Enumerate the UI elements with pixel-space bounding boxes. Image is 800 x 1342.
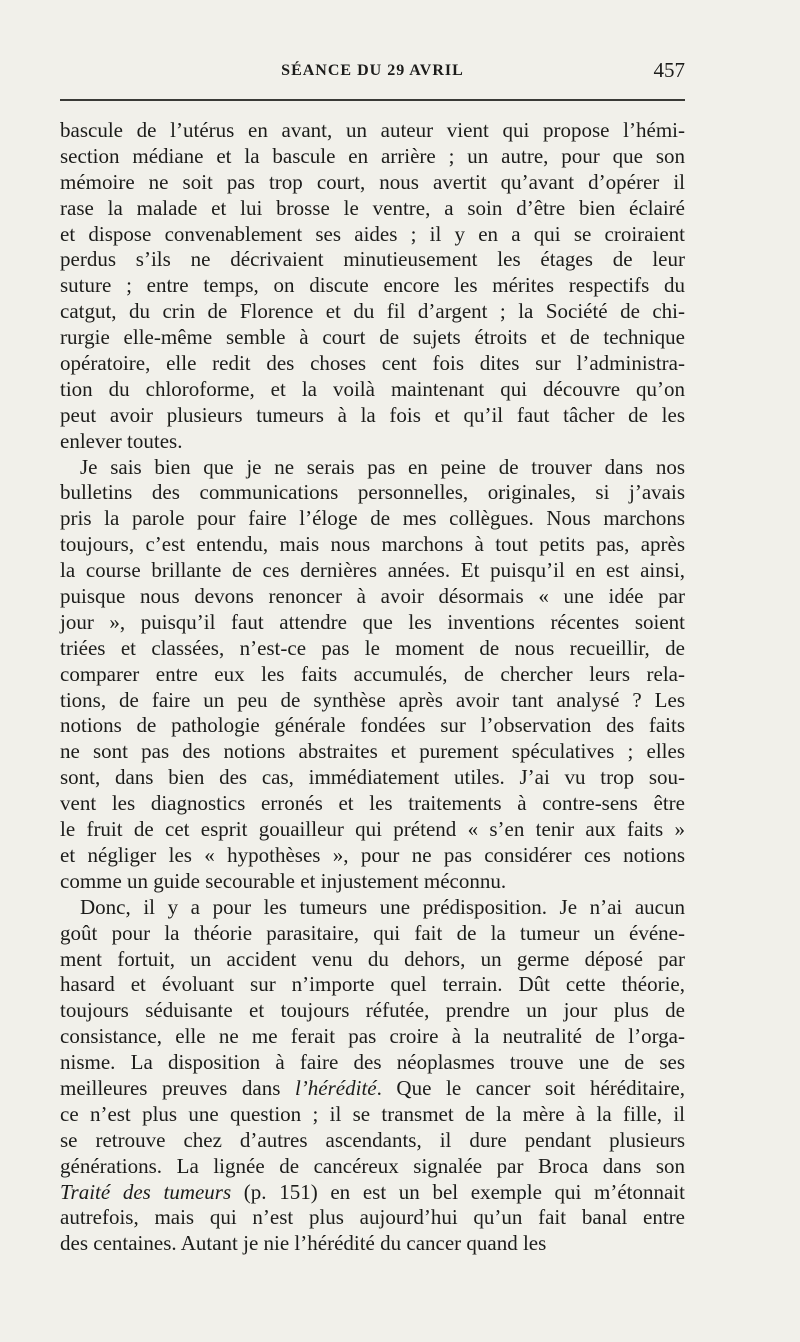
line-content: enlever toutes. bbox=[60, 428, 183, 453]
line-content: le fruit de cet esprit gouailleur qui prétend « s’en tenir aux faits » bbox=[60, 817, 685, 842]
text-line bbox=[60, 455, 685, 481]
line-content: des centaines. Autant je nie l’hérédité du cancer quand les bbox=[60, 1231, 547, 1256]
text-line bbox=[60, 247, 685, 273]
text-line bbox=[60, 843, 685, 869]
line-content: autrefois, mais qui n’est plus aujourd’hui qu’un fait banal entre bbox=[60, 1205, 685, 1230]
text-line bbox=[60, 947, 685, 973]
text-line bbox=[60, 196, 685, 222]
line-content: notions de pathologie générale fondées sur l’observation des faits bbox=[60, 713, 685, 738]
header-rule bbox=[60, 99, 685, 101]
line-content: consistance, elle ne me ferait pas croire à la neutralité de l’orga- bbox=[60, 1024, 685, 1049]
text-line bbox=[60, 1154, 685, 1180]
text-line bbox=[60, 688, 685, 714]
text-line bbox=[60, 532, 685, 558]
italic-text: Traité des tumeurs bbox=[60, 1179, 232, 1204]
text-line bbox=[60, 713, 685, 739]
line-content: ne sont pas des notions abstraites et purement spéculatives ; elles bbox=[60, 739, 685, 764]
text-line bbox=[60, 817, 685, 843]
line-content: opératoire, elle redit des choses cent fois dites sur l’administra- bbox=[60, 351, 685, 376]
line-content: sont, dans bien des cas, immédiatement utiles. J’ai vu trop sou- bbox=[60, 765, 685, 790]
line-content: nisme. La disposition à faire des néoplasmes trouve une de ses bbox=[60, 1050, 685, 1075]
text-line bbox=[60, 1024, 685, 1050]
line-content: hasard et évoluant sur n’importe quel terrain. Dût cette théorie, bbox=[60, 972, 685, 997]
line-content: tions, de faire un peu de synthèse après avoir tant analysé ? Les bbox=[60, 687, 685, 712]
line-content: rase la malade et lui brosse le ventre, a soin d’être bien éclairé bbox=[60, 195, 685, 220]
line-content: comparer entre eux les faits accumulés, de chercher leurs rela- bbox=[60, 661, 685, 686]
line-content: section médiane et la bascule en arrière ; un autre, pour que son bbox=[60, 143, 685, 168]
text-line bbox=[60, 791, 685, 817]
text-line bbox=[60, 662, 685, 688]
text-line bbox=[60, 739, 685, 765]
text-line bbox=[60, 1128, 685, 1154]
text-line bbox=[60, 921, 685, 947]
text-line bbox=[60, 403, 685, 429]
text-line bbox=[60, 273, 685, 299]
text-line bbox=[60, 118, 685, 144]
line-content: comme un guide secourable et injustement méconnu. bbox=[60, 868, 507, 893]
text-line bbox=[60, 351, 685, 377]
line-content: perdus s’ils ne décrivaient minutieusement les étages de leur bbox=[60, 247, 685, 272]
text-line bbox=[60, 1205, 685, 1231]
line-content: jour », puisqu’il faut attendre que les inventions récentes soient bbox=[60, 609, 685, 634]
text-line bbox=[60, 144, 685, 170]
page-number: 457 bbox=[653, 58, 685, 82]
line-content: catgut, du crin de Florence et du fil d’argent ; la Société de chi- bbox=[60, 299, 685, 324]
line-content: mémoire ne soit pas trop court, nous avertit qu’avant d’opérer il bbox=[60, 169, 685, 194]
text-line bbox=[60, 429, 685, 455]
line-content: vent les diagnostics erronés et les traitements à contre-sens être bbox=[60, 791, 685, 816]
line-content: la course brillante de ces dernières années. Et puisqu’il en est ainsi, bbox=[60, 558, 685, 583]
line-content: toujours, c’est entendu, mais nous marchons à tout petits pas, après bbox=[60, 532, 685, 557]
line-content: Je sais bien que je ne serais pas en peine de trouver dans nos bbox=[80, 454, 685, 479]
line-content: tion du chloroforme, et la voilà maintenant qui découvre qu’on bbox=[60, 376, 685, 401]
text-line bbox=[60, 998, 685, 1024]
line-content: toujours séduisante et toujours réfutée, prendre un jour plus de bbox=[60, 998, 685, 1023]
line-content: suture ; entre temps, on discute encore les mérites respectifs du bbox=[60, 273, 685, 298]
line-content bbox=[60, 1076, 685, 1100]
line-content: générations. La lignée de cancéreux signalée par Broca dans son bbox=[60, 1153, 685, 1178]
italic-text: l’hérédité bbox=[294, 1075, 377, 1100]
text-line bbox=[60, 584, 685, 610]
line-text-before: meilleures preuves dans bbox=[60, 1075, 295, 1100]
text-line bbox=[60, 1076, 685, 1102]
text-line bbox=[60, 610, 685, 636]
running-title: SÉANCE DU 29 AVRIL bbox=[281, 62, 464, 79]
line-content bbox=[60, 1180, 685, 1204]
line-content: triées et classées, n’est-ce pas le moment de nous recueillir, de bbox=[60, 635, 685, 660]
line-content: ce n’est plus une question ; il se transmet de la mère à la fille, il bbox=[60, 1101, 685, 1126]
text-line bbox=[60, 325, 685, 351]
line-content: Donc, il y a pour les tumeurs une prédisposition. Je n’ai aucun bbox=[80, 894, 685, 919]
line-content: peut avoir plusieurs tumeurs à la fois et qu’il faut tâcher de les bbox=[60, 402, 685, 427]
text-line bbox=[60, 895, 685, 921]
text-line bbox=[60, 1180, 685, 1206]
line-text-after: (p. 151) en est un bel exemple qui m’étonnait bbox=[231, 1179, 686, 1204]
line-content: ment fortuit, un accident venu du dehors, un germe déposé par bbox=[60, 946, 685, 971]
line-content: puisque nous devons renoncer à avoir désormais « une idée par bbox=[60, 584, 685, 609]
line-content: bascule de l’utérus en avant, un auteur vient qui propose l’hémi- bbox=[60, 118, 685, 142]
text-line bbox=[60, 480, 685, 506]
line-content: pris la parole pour faire l’éloge de mes collègues. Nous marchons bbox=[60, 506, 685, 531]
text-line bbox=[60, 869, 685, 895]
text-line bbox=[60, 972, 685, 998]
text-line bbox=[60, 1102, 685, 1128]
text-line bbox=[60, 506, 685, 532]
line-content: bulletins des communications personnelles, originales, si j’avais bbox=[60, 480, 685, 505]
body-text bbox=[60, 118, 685, 1257]
text-line bbox=[60, 636, 685, 662]
text-line bbox=[60, 377, 685, 403]
text-line bbox=[60, 299, 685, 325]
page-header bbox=[60, 58, 685, 88]
text-line bbox=[60, 765, 685, 791]
text-line bbox=[60, 222, 685, 248]
line-text-after: . Que le cancer soit héréditaire, bbox=[376, 1075, 685, 1100]
text-line bbox=[60, 1050, 685, 1076]
text-line bbox=[60, 1231, 685, 1257]
line-content: goût pour la théorie parasitaire, qui fait de la tumeur un événe- bbox=[60, 920, 685, 945]
line-content: se retrouve chez d’autres ascendants, il dure pendant plusieurs bbox=[60, 1127, 685, 1152]
line-content: et négliger les « hypothèses », pour ne pas considérer ces notions bbox=[60, 842, 685, 867]
line-content: et dispose convenablement ses aides ; il y en a qui se croiraient bbox=[60, 221, 685, 246]
text-line bbox=[60, 170, 685, 196]
line-content: rurgie elle-même semble à court de sujets étroits et de technique bbox=[60, 325, 685, 350]
text-line bbox=[60, 558, 685, 584]
